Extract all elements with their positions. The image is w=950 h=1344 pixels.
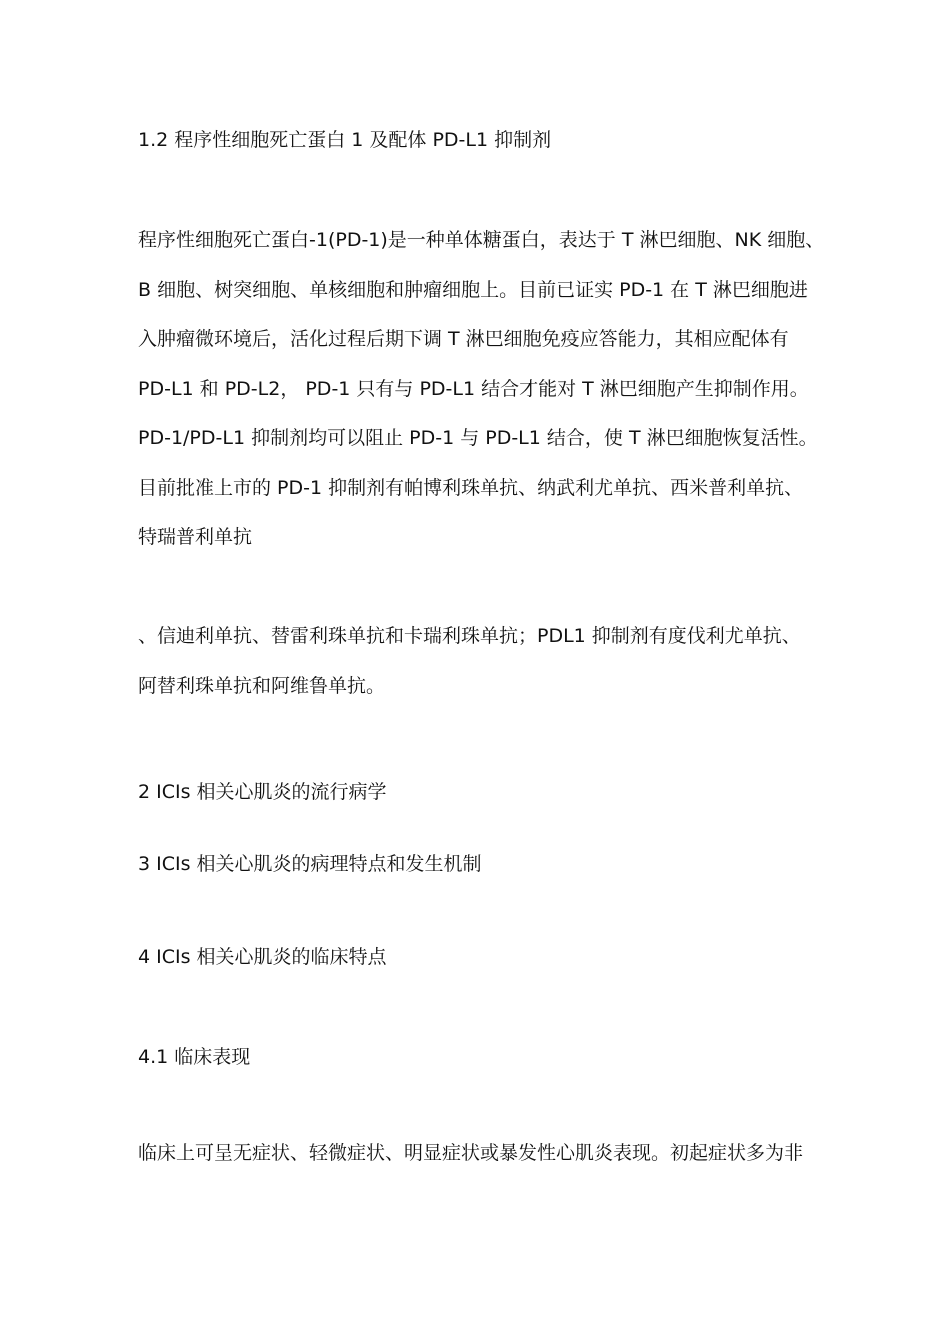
paragraph-line: PD-L1 和 PD-L2， PD-1 只有与 PD-L1 结合才能对 T 淋巴细胞产生抑制作用。 [138,378,809,400]
paragraph-line: 阿替利珠单抗和阿维鲁单抗。 [138,675,386,697]
paragraph-line: 、信迪利单抗、替雷利珠单抗和卡瑞利珠单抗；PDL1 抑制剂有度伐利尤单抗、 [138,625,801,647]
section-heading-2: 2 ICIs 相关心肌炎的流行病学 [138,781,387,803]
paragraph-line: B 细胞、树突细胞、单核细胞和肿瘤细胞上。目前已证实 PD-1 在 T 淋巴细胞进 [138,279,808,301]
paragraph-line: PD-1/PD-L1 抑制剂均可以阻止 PD-1 与 PD-L1 结合，使 T 淋巴细胞恢复活性。 [138,427,818,449]
paragraph-line: 目前批准上市的 PD-1 抑制剂有帕博利珠单抗、纳武利尤单抗、西米普利单抗、 [138,477,804,499]
section-heading-4: 4 ICIs 相关心肌炎的临床特点 [138,946,387,968]
paragraph-line: 入肿瘤微环境后，活化过程后期下调 T 淋巴细胞免疫应答能力，其相应配体有 [138,328,789,350]
section-heading-3: 3 ICIs 相关心肌炎的病理特点和发生机制 [138,853,482,875]
paragraph-line: 程序性细胞死亡蛋白-1(PD-1)是一种单体糖蛋白，表达于 T 淋巴细胞、NK 细胞、 [138,229,825,251]
section-heading-4-1: 4.1 临床表现 [138,1046,251,1068]
paragraph-line: 特瑞普利单抗 [138,526,253,548]
paragraph-line: 临床上可呈无症状、轻微症状、明显症状或暴发性心肌炎表现。初起症状多为非 [138,1142,804,1164]
section-heading-1-2: 1.2 程序性细胞死亡蛋白 1 及配体 PD-L1 抑制剂 [138,129,552,151]
